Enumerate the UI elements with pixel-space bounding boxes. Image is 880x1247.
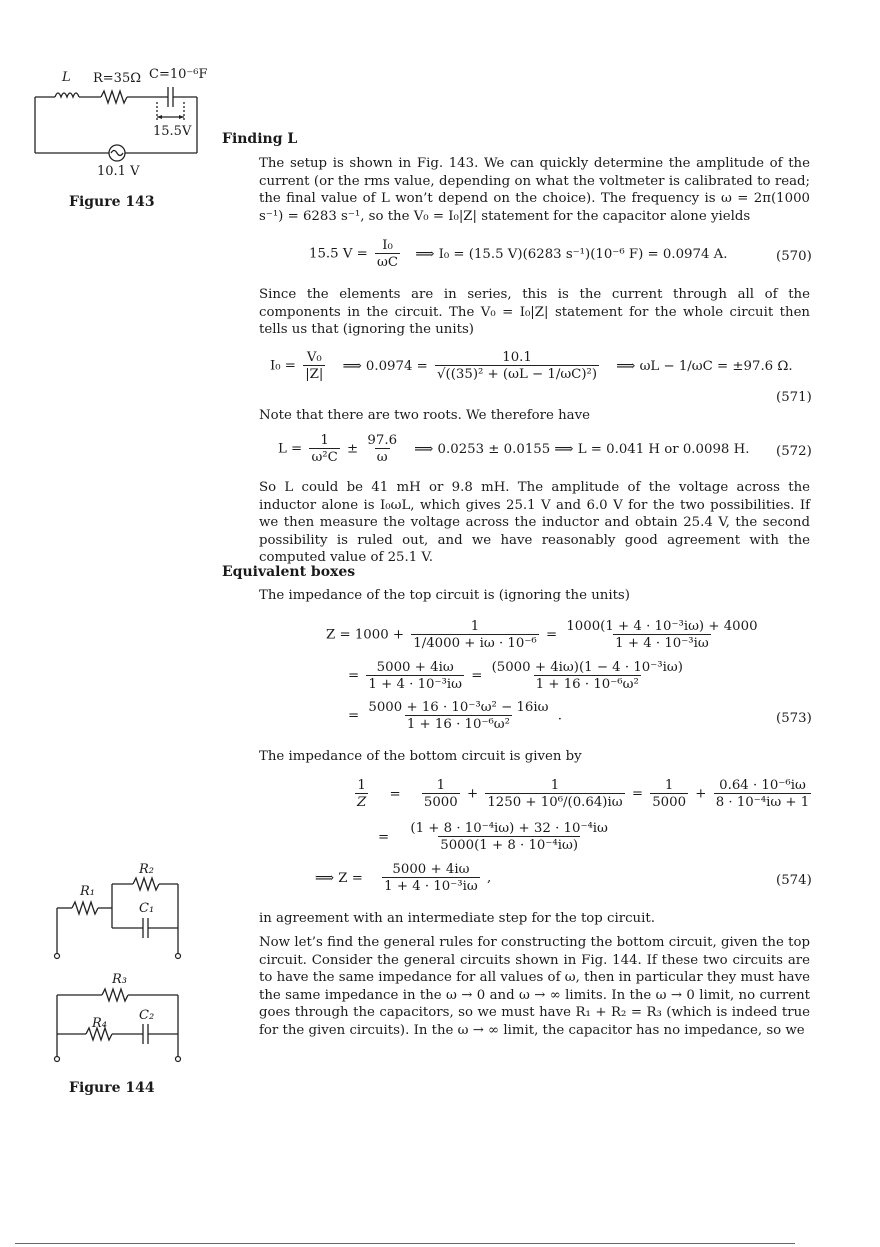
- eq574-l1-n4: 0.64 · 10⁻⁶iω: [719, 778, 806, 793]
- equation-574-line-1: [352, 778, 814, 810]
- equation-number-573: (573): [776, 711, 812, 726]
- label-R: R=35Ω: [93, 71, 142, 86]
- eq572-den1: ω²C: [311, 450, 338, 465]
- eq570-fraction: [375, 238, 400, 270]
- equation-number-572: (572): [776, 444, 812, 459]
- equation-573-line-2: [348, 660, 688, 692]
- eq573-l1-frac2: [564, 619, 759, 651]
- eq574-l1-n3: 1: [664, 778, 674, 793]
- eq574-l1-d4: 8 · 10⁻⁴iω + 1: [715, 795, 810, 810]
- heading-finding-l: Finding L: [222, 131, 298, 147]
- eq572-pm: ±: [347, 441, 359, 457]
- paragraph-agreement: in agreement with an intermediate step for the top circuit.: [259, 911, 655, 926]
- eq574-l3-num: 5000 + 4iω: [392, 862, 470, 877]
- label-C2: C₂: [139, 1008, 155, 1023]
- eq570-left: 15.5 V =: [309, 246, 368, 262]
- eq574-l1-d3: 5000: [652, 795, 687, 810]
- eq574-l2-frac: [408, 821, 610, 853]
- label-R3: R₃: [112, 972, 127, 987]
- paragraph-top-impedance: The impedance of the top circuit is (ignoring the units): [259, 588, 630, 603]
- equation-572: [278, 433, 749, 465]
- eq573-l2-eq: =: [471, 668, 483, 684]
- figure-143-caption: Figure 143: [69, 194, 155, 210]
- eq574-l2-num: (1 + 8 · 10⁻⁴iω) + 32 · 10⁻⁴iω: [410, 821, 608, 836]
- eq574-l2-den: 5000(1 + 8 · 10⁻⁴iω): [440, 838, 579, 853]
- eq571-den2: √((35)² + (ωL − 1/ωC)²): [437, 367, 598, 382]
- eq573-l2-num1: 5000 + 4iω: [376, 660, 454, 675]
- equation-number-571: (571): [776, 390, 812, 405]
- eq571-fraction-1: [303, 350, 325, 382]
- eq571-num1: V₀: [306, 350, 322, 365]
- label-C: C=10⁻⁶F: [149, 67, 208, 82]
- paragraph-bottom-impedance: The impedance of the bottom circuit is given by: [259, 749, 582, 764]
- equation-574-line-3: [315, 862, 491, 894]
- eq574-l1-d1: 5000: [423, 795, 458, 810]
- equation-number-574: (574): [776, 873, 812, 888]
- label-L: L: [62, 70, 71, 85]
- label-R4: R₄: [92, 1016, 107, 1031]
- eq573-l2-left: =: [348, 668, 360, 684]
- eq572-den2: ω: [376, 450, 388, 465]
- eq571-den1: |Z|: [305, 367, 324, 382]
- eq574-l3-frac: [382, 862, 480, 894]
- eq574-l1-lhs: [355, 778, 368, 810]
- eq574-l3-end: ,: [486, 870, 492, 886]
- eq573-l3-den: 1 + 16 · 10⁻⁶ω²: [406, 717, 510, 732]
- eq570-num: I₀: [382, 238, 393, 253]
- eq573-l1-den1: 1/4000 + iω · 10⁻⁶: [413, 636, 537, 651]
- eq574-l1-f4: [714, 778, 812, 810]
- eq574-l1-n1: 1: [436, 778, 446, 793]
- eq574-l1-plus2: +: [695, 786, 707, 802]
- eq573-l2-num2: (5000 + 4iω)(1 − 4 · 10⁻³iω): [491, 660, 683, 675]
- eq573-l1-eq: =: [545, 627, 558, 643]
- paragraph-series: Since the elements are in series, this is the current through all of the components in the circuit. The V₀ = I₀|Z| statement for the whole circuit then tells us that (ignoring the units): [259, 287, 810, 338]
- eq571-right: ⟹ ωL − 1/ωC = ±97.6 Ω.: [616, 358, 793, 374]
- paragraph-setup: The setup is shown in Fig. 143. We can quickly determine the amplitude of the current (or the rms value, depending on what the voltmeter is calibrated to read; the final value of L won’t depend on the choice). The frequency is ω = 2π(1000 s⁻¹) = 6283 s⁻¹, so the V₀ = I₀|Z| statement for the capacitor alone yields: [259, 156, 810, 224]
- eq573-l2-den2: 1 + 16 · 10⁻⁶ω²: [535, 677, 639, 692]
- eq574-l1-d2: 1250 + 10⁶/(0.64)iω: [487, 795, 623, 810]
- eq574-l1-lhs-num: 1: [357, 778, 366, 793]
- figure-144-caption: Figure 144: [69, 1080, 155, 1096]
- eq573-l3-left: =: [348, 708, 360, 724]
- eq574-l3-lhs: ⟹ Z =: [315, 870, 363, 886]
- paragraph-general-rules: Now let’s find the general rules for constructing the bottom circuit, given the top circuit. Consider the general circuits shown in Fig. 144. If these two circuits are to have the same impedance for all values of ω, then in particular they must have the same impedance in the ω → 0 and ω → ∞ limits. In the ω → 0 limit, no current goes through the capacitors, so we must have R₁ + R₂ = R₃ (which is indeed true for the given circuits). In the ω → ∞ limit, the capacitor has no impedance, so we: [259, 935, 810, 1038]
- equation-573-line-3: [348, 700, 562, 732]
- equation-571: [270, 350, 793, 382]
- eq574-l1-lhs-den: Z: [357, 795, 367, 810]
- equation-573-line-1: [326, 619, 763, 651]
- eq572-fraction-2: [365, 433, 399, 465]
- eq570-den: ωC: [377, 255, 399, 270]
- eq571-fraction-2: [435, 350, 599, 382]
- circuit-diagram-144: [0, 0, 220, 1100]
- eq573-l1-left: Z = 1000 +: [326, 627, 405, 643]
- eq572-num2: 97.6: [367, 433, 398, 448]
- eq574-l1-n2: 1: [550, 778, 560, 793]
- eq573-l3-num: 5000 + 16 · 10⁻³ω² − 16iω: [368, 700, 549, 715]
- label-R2: R₂: [139, 862, 154, 877]
- equation-number-570: (570): [776, 249, 812, 264]
- eq574-l1-f1: [422, 778, 460, 810]
- label-source-voltage: 10.1 V: [97, 164, 140, 179]
- heading-equivalent-boxes: Equivalent boxes: [222, 564, 356, 580]
- eq572-right: ⟹ 0.0253 ± 0.0155 ⟹ L = 0.041 H or 0.0098 H.: [414, 441, 750, 457]
- eq573-l1-num1: 1: [470, 619, 480, 634]
- label-C1: C₁: [139, 901, 155, 916]
- eq571-left: I₀ =: [270, 358, 296, 374]
- equation-570: [309, 238, 727, 270]
- eq573-l2-den1: 1 + 4 · 10⁻³iω: [368, 677, 462, 692]
- eq573-l1-den2: 1 + 4 · 10⁻³iω: [615, 636, 709, 651]
- eq574-l1-eq2: =: [631, 786, 643, 802]
- eq574-l1-f2: [485, 778, 624, 810]
- eq572-num1: 1: [320, 433, 329, 448]
- eq574-l1-eq: =: [389, 786, 401, 802]
- paragraph-inductor: So L could be 41 mH or 9.8 mH. The amplitude of the voltage across the inductor alone is I₀ωL, which gives 25.1 V and 6.0 V for the two possibilities. If we then measure the voltage across the inductor and obtain 25.4 V, the second possibility is ruled out, and we have reasonably good agreement with the computed value of 25.1 V.: [259, 480, 810, 566]
- paragraph-two-roots: Note that there are two roots. We therefore have: [259, 408, 590, 423]
- eq573-l3-end: .: [557, 708, 562, 724]
- label-capacitor-voltage: 15.5V: [153, 124, 192, 139]
- eq573-l1-num2: 1000(1 + 4 · 10⁻³iω) + 4000: [566, 619, 758, 634]
- eq573-l2-frac2: [490, 660, 685, 692]
- eq570-right: ⟹ I₀ = (15.5 V)(6283 s⁻¹)(10⁻⁶ F) = 0.0974 A.: [415, 246, 728, 262]
- page-footer-rule: [15, 1243, 795, 1244]
- eq572-fraction-1: [309, 433, 339, 465]
- eq574-l1-plus: +: [466, 786, 479, 802]
- eq574-l2-eq: =: [378, 829, 390, 845]
- eq573-l2-frac1: [366, 660, 464, 692]
- equation-574-line-2: [378, 821, 613, 853]
- label-R1: R₁: [80, 884, 95, 899]
- eq571-num2: 10.1: [502, 350, 532, 365]
- eq573-l3-frac: [366, 700, 550, 732]
- eq572-left: L =: [278, 441, 303, 457]
- eq574-l1-f3: [650, 778, 688, 810]
- eq573-l1-frac1: [411, 619, 538, 651]
- eq574-l3-den: 1 + 4 · 10⁻³iω: [384, 879, 478, 894]
- eq571-mid: ⟹ 0.0974 =: [342, 358, 428, 374]
